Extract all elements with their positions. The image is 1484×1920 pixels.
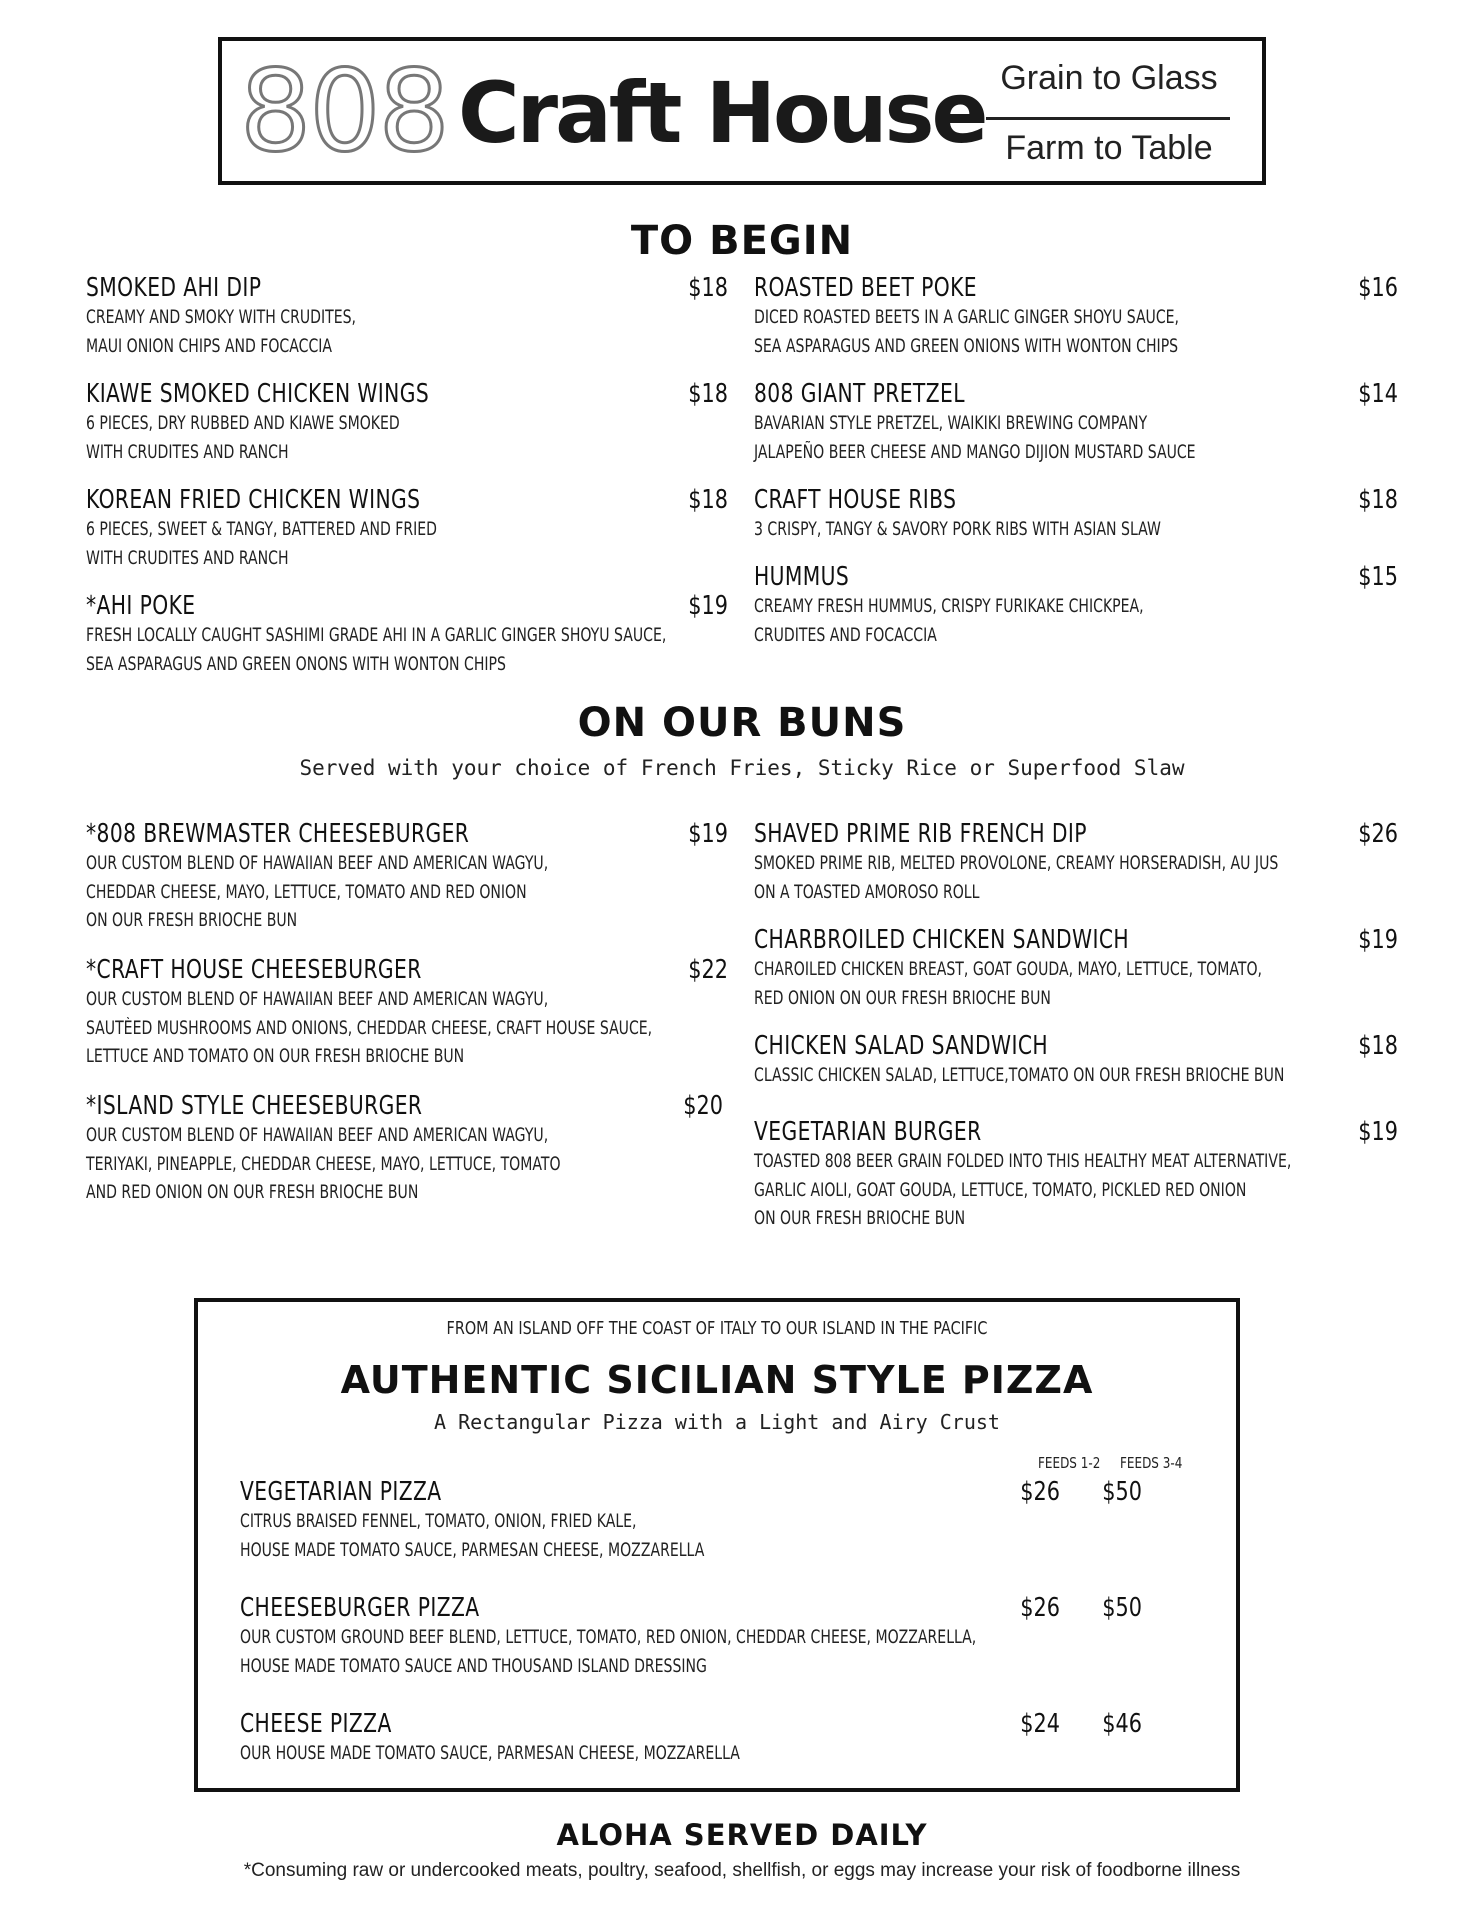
menu-item — [86, 378, 526, 467]
price-feeds-1-2: $26 — [1020, 1477, 1060, 1507]
menu-item — [754, 561, 1267, 650]
item-price: $15 — [1358, 562, 1398, 592]
item-name: CHEESE PIZZA — [240, 1709, 392, 1739]
item-price: $22 — [688, 955, 728, 985]
tagline-bottom: Farm to Table — [1005, 129, 1213, 167]
item-description-line: HOUSE MADE TOMATO SAUCE, PARMESAN CHEESE, MOZZARELLA — [240, 1539, 705, 1561]
pizza-item — [240, 1708, 898, 1769]
item-description-line: 3 CRISPY, TANGY & SAVORY PORK RIBS WITH ASIAN SLAW — [754, 519, 1161, 540]
item-description-line: OUR CUSTOM BLEND OF HAWAIIAN BEEF AND AMERICAN WAGYU, — [86, 853, 549, 874]
tagline-divider — [986, 117, 1230, 120]
item-price: $18 — [688, 379, 728, 409]
item-name: *808 BREWMASTER CHEESEBURGER — [86, 819, 470, 849]
item-description-line: MAUI ONION CHIPS AND FOCACCIA — [86, 335, 333, 357]
menu-item — [754, 378, 1335, 467]
item-price: $18 — [1358, 1031, 1398, 1061]
item-description-line: OUR CUSTOM BLEND OF HAWAIIAN BEEF AND AMERICAN WAGYU, — [86, 1125, 549, 1146]
logo-name: Craft House — [458, 64, 986, 162]
item-price: $19 — [688, 591, 728, 621]
logo-number: 808 — [240, 47, 448, 177]
menu-item — [86, 590, 850, 679]
item-description-line: FRESH LOCALLY CAUGHT SASHIMI GRADE AHI IN A GARLIC GINGER SHOYU SAUCE, — [86, 625, 667, 646]
item-description-line: ON OUR FRESH BRIOCHE BUN — [86, 910, 298, 931]
pizza-item — [240, 1592, 1209, 1681]
item-name: ROASTED BEET POKE — [754, 273, 978, 303]
item-description-line: CRUDITES AND FOCACCIA — [754, 624, 937, 646]
item-name: CRAFT HOUSE RIBS — [754, 485, 957, 515]
tagline-top: Grain to Glass — [1000, 59, 1218, 97]
item-name: 808 GIANT PRETZEL — [754, 379, 965, 409]
item-name: KIAWE SMOKED CHICKEN WINGS — [86, 379, 430, 409]
section-title-on-our-buns: ON OUR BUNS — [577, 700, 907, 746]
pizza-item — [240, 1476, 851, 1565]
item-price: $19 — [688, 819, 728, 849]
price-feeds-1-2: $24 — [1020, 1709, 1060, 1739]
item-name: CHEESEBURGER PIZZA — [240, 1593, 480, 1623]
price-feeds-1-2: $26 — [1020, 1593, 1060, 1623]
item-name: CHARBROILED CHICKEN SANDWICH — [754, 925, 1130, 955]
item-name: *CRAFT HOUSE CHEESEBURGER — [86, 955, 422, 985]
item-name: SHAVED PRIME RIB FRENCH DIP — [754, 819, 1087, 849]
item-description-line: CITRUS BRAISED FENNEL, TOMATO, ONION, FRIED KALE, — [240, 1511, 637, 1532]
item-description-line: WITH CRUDITES AND RANCH — [86, 547, 289, 569]
item-name: *AHI POKE — [86, 591, 196, 621]
item-description-line: GARLIC AIOLI, GOAT GOUDA, LETTUCE, TOMATO, PICKLED RED ONION — [754, 1179, 1247, 1201]
item-description-line: ON A TOASTED AMOROSO ROLL — [754, 881, 980, 903]
item-description-line: JALAPEÑO BEER CHEESE AND MANGO DIJION MUSTARD SAUCE — [754, 441, 1196, 463]
menu-item — [754, 484, 1289, 545]
item-description-line: WITH CRUDITES AND RANCH — [86, 441, 289, 463]
price-feeds-3-4: $50 — [1102, 1477, 1142, 1507]
item-description-line: CHEDDAR CHEESE, MAYO, LETTUCE, TOMATO AND RED ONION — [86, 881, 527, 903]
item-description-line: TOASTED 808 BEER GRAIN FOLDED INTO THIS HEALTHY MEAT ALTERNATIVE, — [754, 1151, 1292, 1172]
footer-slogan: ALOHA SERVED DAILY — [556, 1818, 928, 1852]
pizza-section-subtitle: A Rectangular Pizza with a Light and Airy Crust — [434, 1410, 1000, 1434]
item-price: $16 — [1358, 273, 1398, 303]
item-description-line: DICED ROASTED BEETS IN A GARLIC GINGER SHOYU SAUCE, — [754, 307, 1180, 328]
item-price: $26 — [1358, 819, 1398, 849]
item-price: $18 — [1358, 485, 1398, 515]
item-name: HUMMUS — [754, 562, 850, 592]
pizza-section-box — [194, 1298, 1240, 1792]
column-header-feeds-1-2: FEEDS 1-2 — [1038, 1454, 1101, 1472]
item-description-line: SEA ASPARAGUS AND GREEN ONIONS WITH WONTON CHIPS — [754, 335, 1179, 357]
menu-item — [86, 818, 694, 936]
item-description-line: 6 PIECES, SWEET & TANGY, BATTERED AND FRIED — [86, 519, 438, 540]
item-description-line: BAVARIAN STYLE PRETZEL, WAIKIKI BREWING COMPANY — [754, 413, 1148, 434]
item-name: KOREAN FRIED CHICKEN WINGS — [86, 485, 421, 515]
item-description-line: CREAMY FRESH HUMMUS, CRISPY FURIKAKE CHICKPEA, — [754, 596, 1144, 617]
item-price: $18 — [688, 273, 728, 303]
item-description-line: AND RED ONION ON OUR FRESH BRIOCHE BUN — [86, 1182, 419, 1203]
item-description-line: 6 PIECES, DRY RUBBED AND KIAWE SMOKED — [86, 413, 400, 434]
section-title-to-begin: TO BEGIN — [630, 218, 854, 264]
item-price: $20 — [683, 1091, 723, 1121]
item-price: $18 — [688, 485, 728, 515]
item-name: VEGETARIAN PIZZA — [240, 1477, 442, 1507]
item-description-line: CHAROILED CHICKEN BREAST, GOAT GOUDA, MAYO, LETTUCE, TOMATO, — [754, 959, 1263, 980]
item-price: $19 — [1358, 1117, 1398, 1147]
menu-item — [86, 484, 548, 573]
item-description-line: LETTUCE AND TOMATO ON OUR FRESH BRIOCHE BUN — [86, 1046, 465, 1067]
item-name: CHICKEN SALAD SANDWICH — [754, 1031, 1049, 1061]
restaurant-logo-box — [218, 37, 1266, 185]
item-description-line: RED ONION ON OUR FRESH BRIOCHE BUN — [754, 987, 1051, 1009]
item-price: $14 — [1358, 379, 1398, 409]
item-description-line: CREAMY AND SMOKY WITH CRUDITES, — [86, 307, 357, 328]
item-name: SMOKED AHI DIP — [86, 273, 262, 303]
menu-item — [754, 272, 1313, 361]
item-description-line: OUR CUSTOM GROUND BEEF BLEND, LETTUCE, TOMATO, RED ONION, CHEDDAR CHEESE, MOZZARELLA, — [240, 1627, 977, 1648]
column-header-feeds-3-4: FEEDS 3-4 — [1120, 1454, 1183, 1472]
menu-item — [86, 1090, 710, 1208]
item-description-line: OUR HOUSE MADE TOMATO SAUCE, PARMESAN CHEESE, MOZZARELLA — [240, 1743, 740, 1764]
menu-item — [86, 272, 441, 361]
price-feeds-3-4: $46 — [1102, 1709, 1142, 1739]
price-feeds-3-4: $50 — [1102, 1593, 1142, 1623]
item-description-line: TERIYAKI, PINEAPPLE, CHEDDAR CHEESE, MAYO, LETTUCE, TOMATO — [86, 1153, 561, 1175]
section-subtitle: Served with your choice of French Fries, Sticky Rice or Superfood Slaw — [299, 756, 1185, 780]
item-description-line: OUR CUSTOM BLEND OF HAWAIIAN BEEF AND AMERICAN WAGYU, — [86, 989, 549, 1010]
item-description-line: SAUTÈED MUSHROOMS AND ONIONS, CHEDDAR CHEESE, CRAFT HOUSE SAUCE, — [86, 1017, 653, 1039]
menu-item — [754, 924, 1422, 1013]
pizza-intro: FROM AN ISLAND OFF THE COAST OF ITALY TO OUR ISLAND IN THE PACIFIC — [446, 1318, 988, 1339]
item-description-line: SMOKED PRIME RIB, MELTED PROVOLONE, CREAMY HORSERADISH, AU JUS — [754, 853, 1279, 874]
item-name: *ISLAND STYLE CHEESEBURGER — [86, 1091, 423, 1121]
item-description-line: ON OUR FRESH BRIOCHE BUN — [754, 1208, 966, 1229]
item-description-line: CLASSIC CHICKEN SALAD, LETTUCE,TOMATO ON OUR FRESH BRIOCHE BUN — [754, 1065, 1285, 1086]
item-description-line: HOUSE MADE TOMATO SAUCE AND THOUSAND ISLAND DRESSING — [240, 1655, 707, 1677]
food-safety-disclaimer: *Consuming raw or undercooked meats, poultry, seafood, shellfish, or eggs may increase your risk of foodborne illness — [243, 1860, 1241, 1881]
item-price: $19 — [1358, 925, 1398, 955]
item-description-line: SEA ASPARAGUS AND GREEN ONONS WITH WONTON CHIPS — [86, 653, 506, 675]
item-name: VEGETARIAN BURGER — [754, 1117, 982, 1147]
pizza-section-title: AUTHENTIC SICILIAN STYLE PIZZA — [340, 1358, 1094, 1402]
